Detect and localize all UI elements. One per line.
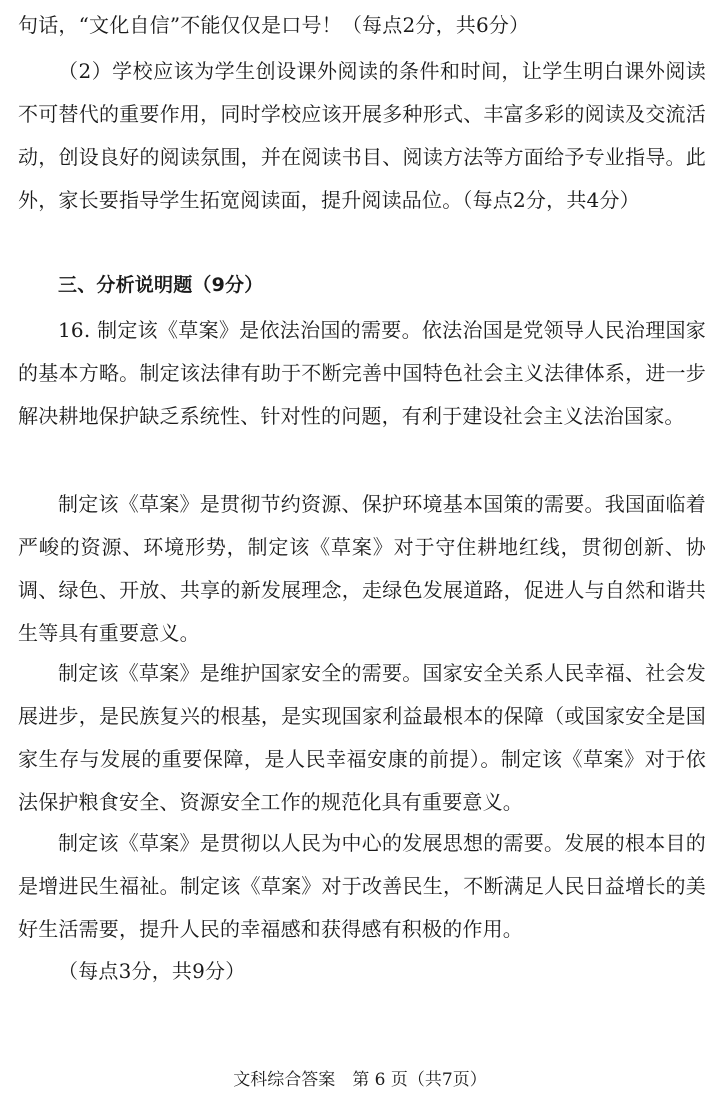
answer-paragraph-2: （2）学校应该为学生创设课外阅读的条件和时间，让学生明白课外阅读不可替代的重要作用，同时学校应该开展多种形式、丰富多彩的阅读及交流活动，创设良好的阅读氛围，并在阅读书目、阅读方法等方面给予专业指导。此外，家长要指导学生拓宽阅读面，提升阅读品位。（每点2分，共4分）: [18, 59, 706, 212]
section-heading: 三、分析说明题（9分）: [58, 274, 264, 296]
answer-paragraph-security: 制定该《草案》是维护国家安全的需要。国家安全关系人民幸福、社会发展进步，是民族复兴的根基，是实现国家利益最根本的保障（或国家安全是国家生存与发展的重要保障，是人民幸福安康的前提）。制定该《草案》对于依法保护粮食安全、资源安全工作的规范化具有重要意义。: [18, 661, 706, 814]
answer-paragraph-16: 16. 制定该《草案》是依法治国的需要。依法治国是党领导人民治理国家的基本方略。制定该法律有助于不断完善中国特色社会主义法律体系，进一步解决耕地保护缺乏系统性、针对性的问题，有利于建设社会主义法治国家。: [18, 318, 706, 428]
answer-paragraph-resources: 制定该《草案》是贯彻节约资源、保护环境基本国策的需要。我国面临着严峻的资源、环境形势，制定该《草案》对于守住耕地红线，贯彻创新、协调、绿色、开放、共享的新发展理念，走绿色发展道路，促进人与自然和谐共生等具有重要意义。: [18, 492, 706, 645]
page-footer: 文科综合答案 第 6 页（共7页）: [233, 1070, 487, 1090]
answer-paragraph-people: 制定该《草案》是贯彻以人民为中心的发展思想的需要。发展的根本目的是增进民生福祉。制定该《草案》对于改善民生，不断满足人民日益增长的美好生活需要，提升人民的幸福感和获得感有积极的作用。: [18, 831, 706, 941]
scoring-note: （每点3分，共9分）: [58, 959, 246, 983]
continued-line: 句话，“文化自信”不能仅仅是口号！（每点2分，共6分）: [18, 13, 530, 37]
